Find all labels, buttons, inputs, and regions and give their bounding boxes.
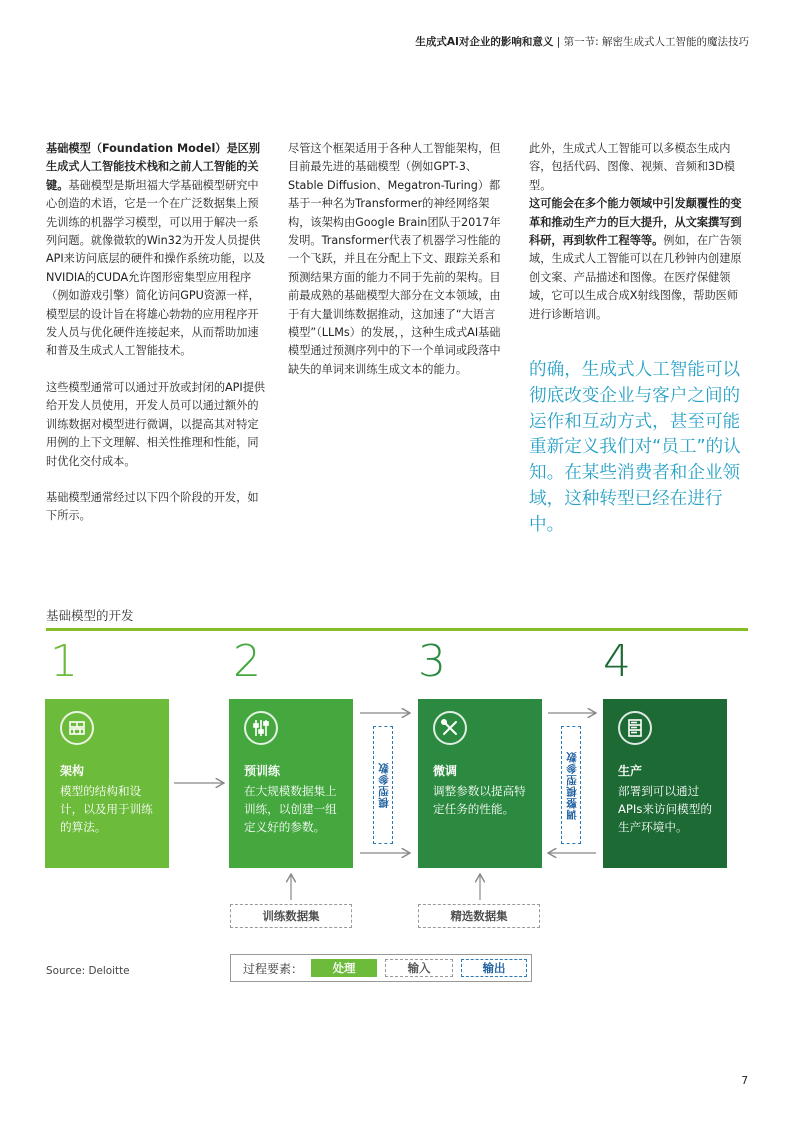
stage-title-production: 生产 [618,764,643,778]
stage-desc-pretraining: 在大规模数据集上训练，以创建一组定义好的参数。 [244,784,337,834]
stage-desc-finetuning: 调整参数以提高特定任务的性能。 [433,784,526,816]
pull-quote: 的确，生成式人工智能可以彻底改变企业与客户之间的运作和互动方式，甚至可能重新定义我们对“员工”的认知。在某些消费者和企业领域，这种转型已经在进行中。 [529,360,741,535]
stage-title-pretraining: 预训练 [244,764,281,778]
disruption-lead: 这可能会在多个能力领域中引发颠覆性的变革和推动生产力的巨大提升，从文案撰写到科研，再到软件工程等等。 [529,197,742,248]
header-section-title: 生成式AI对企业的影响和意义 [415,36,554,48]
stage-number-2: 2 [233,636,261,687]
stage-title-architecture: 架构 [60,764,85,778]
multimodal-paragraph: 此外，生成式人工智能可以多模态生成内容，包括代码、图像、视频、音频和3D模型。 [529,142,735,192]
foundation-model-lead: 基础模型（Foundation Model）是区别生成式人工智能技术栈和之前人工智能的关键。 [46,142,261,192]
api-paragraph: 这些模型通常可以通过开放或封闭的API提供给开发人员使用，开发人员可以通过额外的训练数据对模型进行微调，以提高其对特定用例的上下文理解、相关性推理和性能，同时优化交付成本。 [46,380,266,468]
stages-intro-paragraph: 基础模型通常经过以下四个阶段的开发，如下所示。 [46,490,259,523]
header-subtitle: | 第一节: 解密生成式人工智能的魔法技巧 [553,36,749,48]
model-parameters-output: 模型参数 [373,726,393,844]
adjusted-parameters-output: 调整模型参数 [561,726,581,844]
legend-label: 过程要素： [243,962,304,976]
foundation-model-body: 基础模型是斯坦福大学基础模型研究中心创造的术语，它是一个在广泛数据集上预先训练的机器学习模型，可以用于解决一系列问题。就像微软的Win32为开发人员提供API来访问底层的硬件和操作系统功能，以及NVIDIA的CUDA允许图形密集型应用程序（例如游戏引擎）简化访问GPU资源一样，模型层的设计旨在将雄心勃勃的应用程序开发人员与优化硬件连接起来，从而帮助加速和普及生成式人工智能技术。 [46,178,266,358]
legend-process: 处理 [311,959,377,977]
training-dataset-input: 训练数据集 [230,904,352,928]
stage-desc-architecture: 模型的结构和设计，以及用于训练的算法。 [60,784,153,834]
disruption-body: 例如，在广告领域，生成式人工智能可以在几秒钟内创建原创文案、产品描述和图像。在医疗保健领域，它可以生成合成X射线图像，帮助医师进行诊断培训。 [529,234,742,321]
source-note: Source: Deloitte [46,965,130,977]
page-number: 7 [741,1075,748,1087]
stage-title-finetuning: 微调 [433,764,458,778]
legend-input: 输入 [385,959,453,977]
process-legend [230,954,532,982]
curated-dataset-input: 精选数据集 [418,904,540,928]
stage-number-4: 4 [603,636,631,687]
stage-number-1: 1 [50,636,78,687]
stage-number-3: 3 [418,636,446,687]
figure-title: 基础模型的开发 [46,608,134,623]
stage-desc-production: 部署到可以通过APIs来访问模型的生产环境中。 [618,784,712,834]
legend-output: 输出 [461,959,527,977]
transformer-paragraph: 尽管这个框架适用于各种人工智能架构，但目前最先进的基础模型（例如GPT-3、Stable Diffusion、Megatron-Turing）都基于一种名为Transformer的神经网络架构，该架构由Google Brain团队于2017年发明。Transformer代表了机器学习性能的一个飞跃，并且在分配上下文、跟踪关系和预测结果方面的能力不同于先前的架构。目前最成熟的基础模型大部分在文本领域，由于有大量训练数据推动，这加速了“大语言模型”（LLMs）的发展，，这种生成式AI基础模型通过预测序列中的下一个单词或段落中缺失的单词来训练生成文本的能力。 [288,142,501,376]
